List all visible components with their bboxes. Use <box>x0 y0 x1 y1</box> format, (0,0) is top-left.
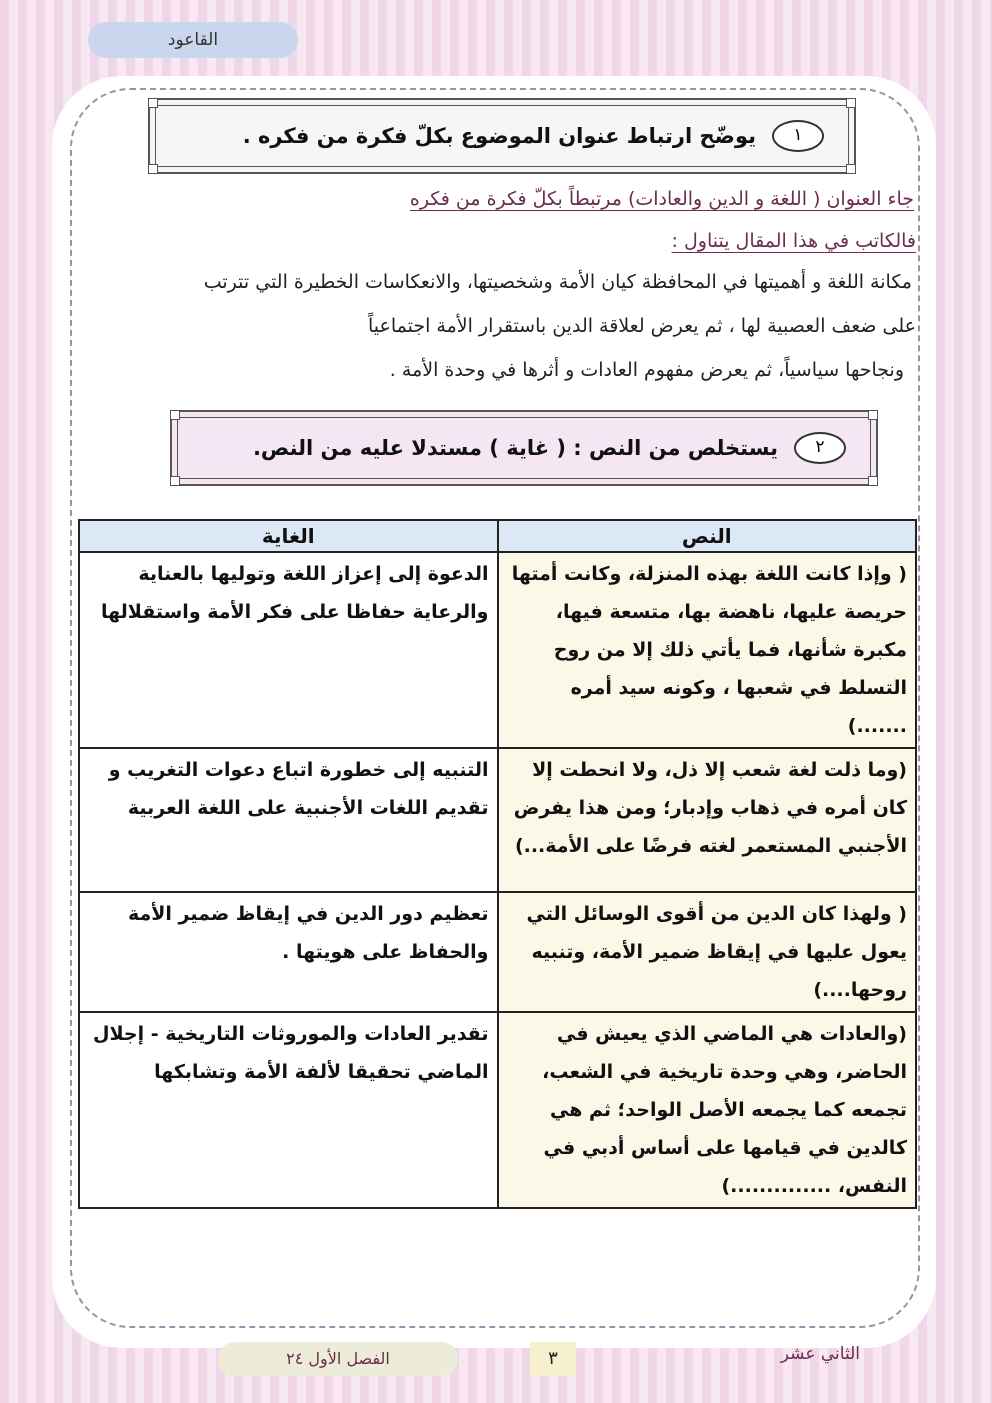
text-cell: (والعادات هي الماضي الذي يعيش في الحاضر، وهي وحدة تاريخية في الشعب، تجمعه كما يجمعه الأصل الواحد؛ ثم هي كالدين في قيامها على أساس أدبي في النفس، ..............) <box>498 1012 917 1208</box>
footer-grade: الثاني عشر <box>780 1344 860 1364</box>
table-row <box>79 892 916 1012</box>
answer-line-3: ونجاحها سياسياً، ثم يعرض مفهوم العادات و أثرها في وحدة الأمة . <box>389 359 904 381</box>
text-cell: (وما ذلت لغة شعب إلا ذل، ولا انحطت إلا كان أمره في ذهاب وإدبار؛ ومن هذا يفرض الأجنبي المستعمر لغته فرضًا على الأمة...) <box>498 748 917 892</box>
table-row <box>79 552 916 748</box>
goal-cell: تقدير العادات والموروثات التاريخية - إجلال الماضي تحقيقا لألفة الأمة وتشابكها <box>79 1012 498 1208</box>
question-2-text: يستخلص من النص : ( غاية ) مستدلا عليه من النص. <box>252 436 778 460</box>
goal-cell: الدعوة إلى إعزاز اللغة وتوليها بالعناية والرعاية حفاظا على فكر الأمة واستقلالها <box>79 552 498 748</box>
question-1-text: يوضّح ارتباط عنوان الموضوع بكلّ فكرة من فكره . <box>242 124 756 148</box>
question-2-box <box>170 410 878 486</box>
answer-intro: فالكاتب في هذا المقال يتناول : <box>671 230 916 252</box>
table-row <box>79 1012 916 1208</box>
question-2-number: ٢ <box>794 432 846 464</box>
page-number: ٣ <box>530 1342 576 1376</box>
author-tab: القاعود <box>88 22 298 58</box>
answer-line-2: على ضعف العصبية لها ، ثم يعرض لعلاقة الدين باستقرار الأمة اجتماعياً <box>367 315 916 337</box>
answer-line-1: مكانة اللغة و أهميتها في المحافظة كيان الأمة وشخصيتها، والانعكاسات الخطيرة التي تترتب <box>203 271 912 293</box>
goal-cell: التنبيه إلى خطورة اتباع دعوات التغريب و تقديم اللغات الأجنبية على اللغة العربية <box>79 748 498 892</box>
answer-title: جاء العنوان ( اللغة و الدين والعادات) مرتبطاً بكلّ فكرة من فكره <box>409 188 914 210</box>
table-row <box>79 748 916 892</box>
question-1-number: ١ <box>772 120 824 152</box>
column-header-goal: الغاية <box>79 520 498 552</box>
goal-cell: تعظيم دور الدين في إيقاظ ضمير الأمة والحفاظ على هويتها . <box>79 892 498 1012</box>
column-header-text: النص <box>498 520 917 552</box>
question-1-box <box>148 98 856 174</box>
footer-term: الفصل الأول ٢٤ <box>218 1342 458 1376</box>
text-cell: ( وإذا كانت اللغة بهذه المنزلة، وكانت أمتها حريصة عليها، ناهضة بها، متسعة فيها، مكبرة شأنها، فما يأتي ذلك إلا من روح التسلط في شعبها ، وكونه سيد أمره .......) <box>498 552 917 748</box>
text-goal-table <box>78 519 917 1209</box>
text-cell: ( ولهذا كان الدين من أقوى الوسائل التي يعول عليها في إيقاظ ضمير الأمة، وتنبيه روحها....) <box>498 892 917 1012</box>
